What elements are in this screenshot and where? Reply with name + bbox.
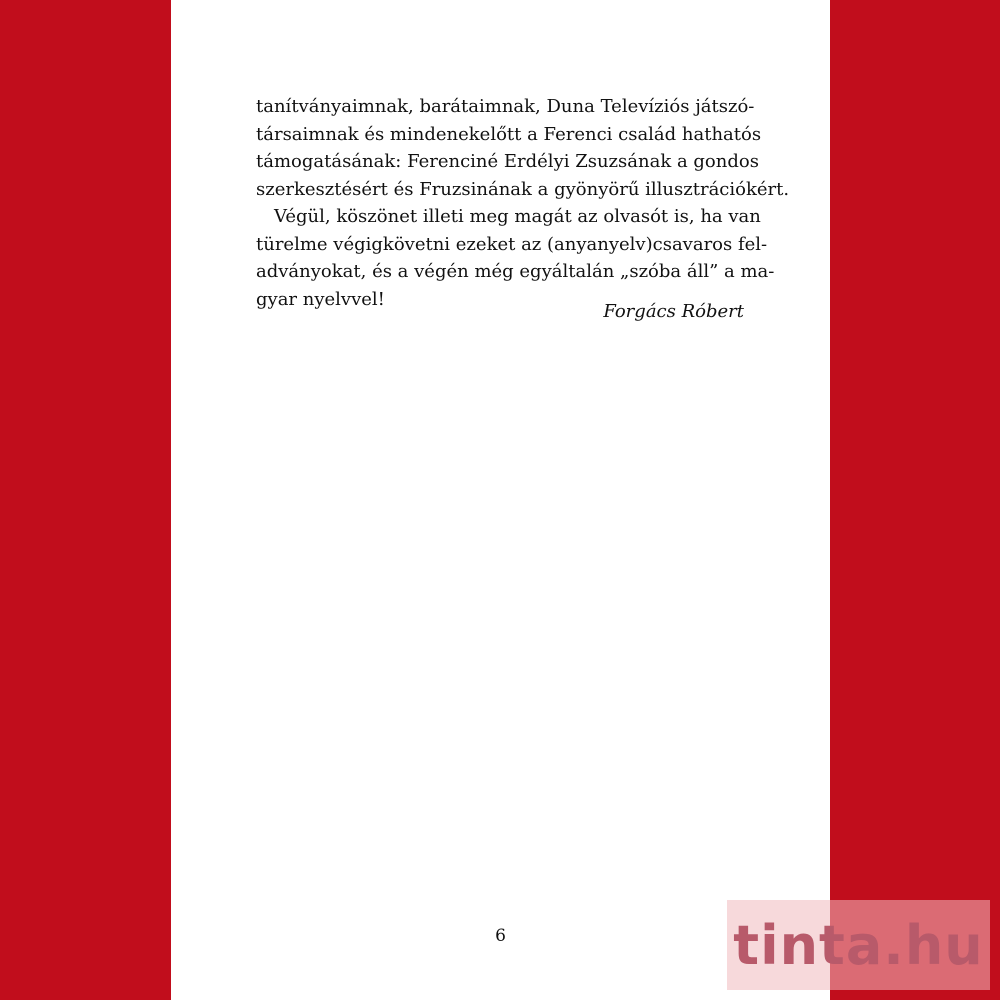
text-line: szerkesztésért és Fruzsinának a gyönyörű illusztrációkért. [256,178,790,200]
text-line: támogatásának: Ferenciné Erdélyi Zsuzsának a gondos [256,151,759,172]
text-line: türelme végigkövetni ezeket az (anyanyelv)csavaros fel- [256,233,768,255]
text-line: Végül, köszönet illeti meg magát az olvasót is, ha van [274,206,761,227]
paragraph-2 [256,203,775,313]
text-line: adványokat, és a végén még egyáltalán „szóba áll” a ma- [256,261,775,282]
watermark [727,900,990,990]
author-signature: Forgács Róbert [603,301,744,322]
body-text [256,93,790,313]
book-page [171,0,830,1000]
watermark-text: tinta.hu [733,913,984,977]
paragraph-1 [256,93,790,203]
page-number: 6 [495,926,506,946]
text-line: tanítványaimnak, barátaimnak, Duna Televíziós játszó- [256,96,755,117]
text-line: társaimnak és mindenekelőtt a Ferenci család hathatós [256,123,762,145]
text-line: gyar nyelvvel! [256,288,385,310]
